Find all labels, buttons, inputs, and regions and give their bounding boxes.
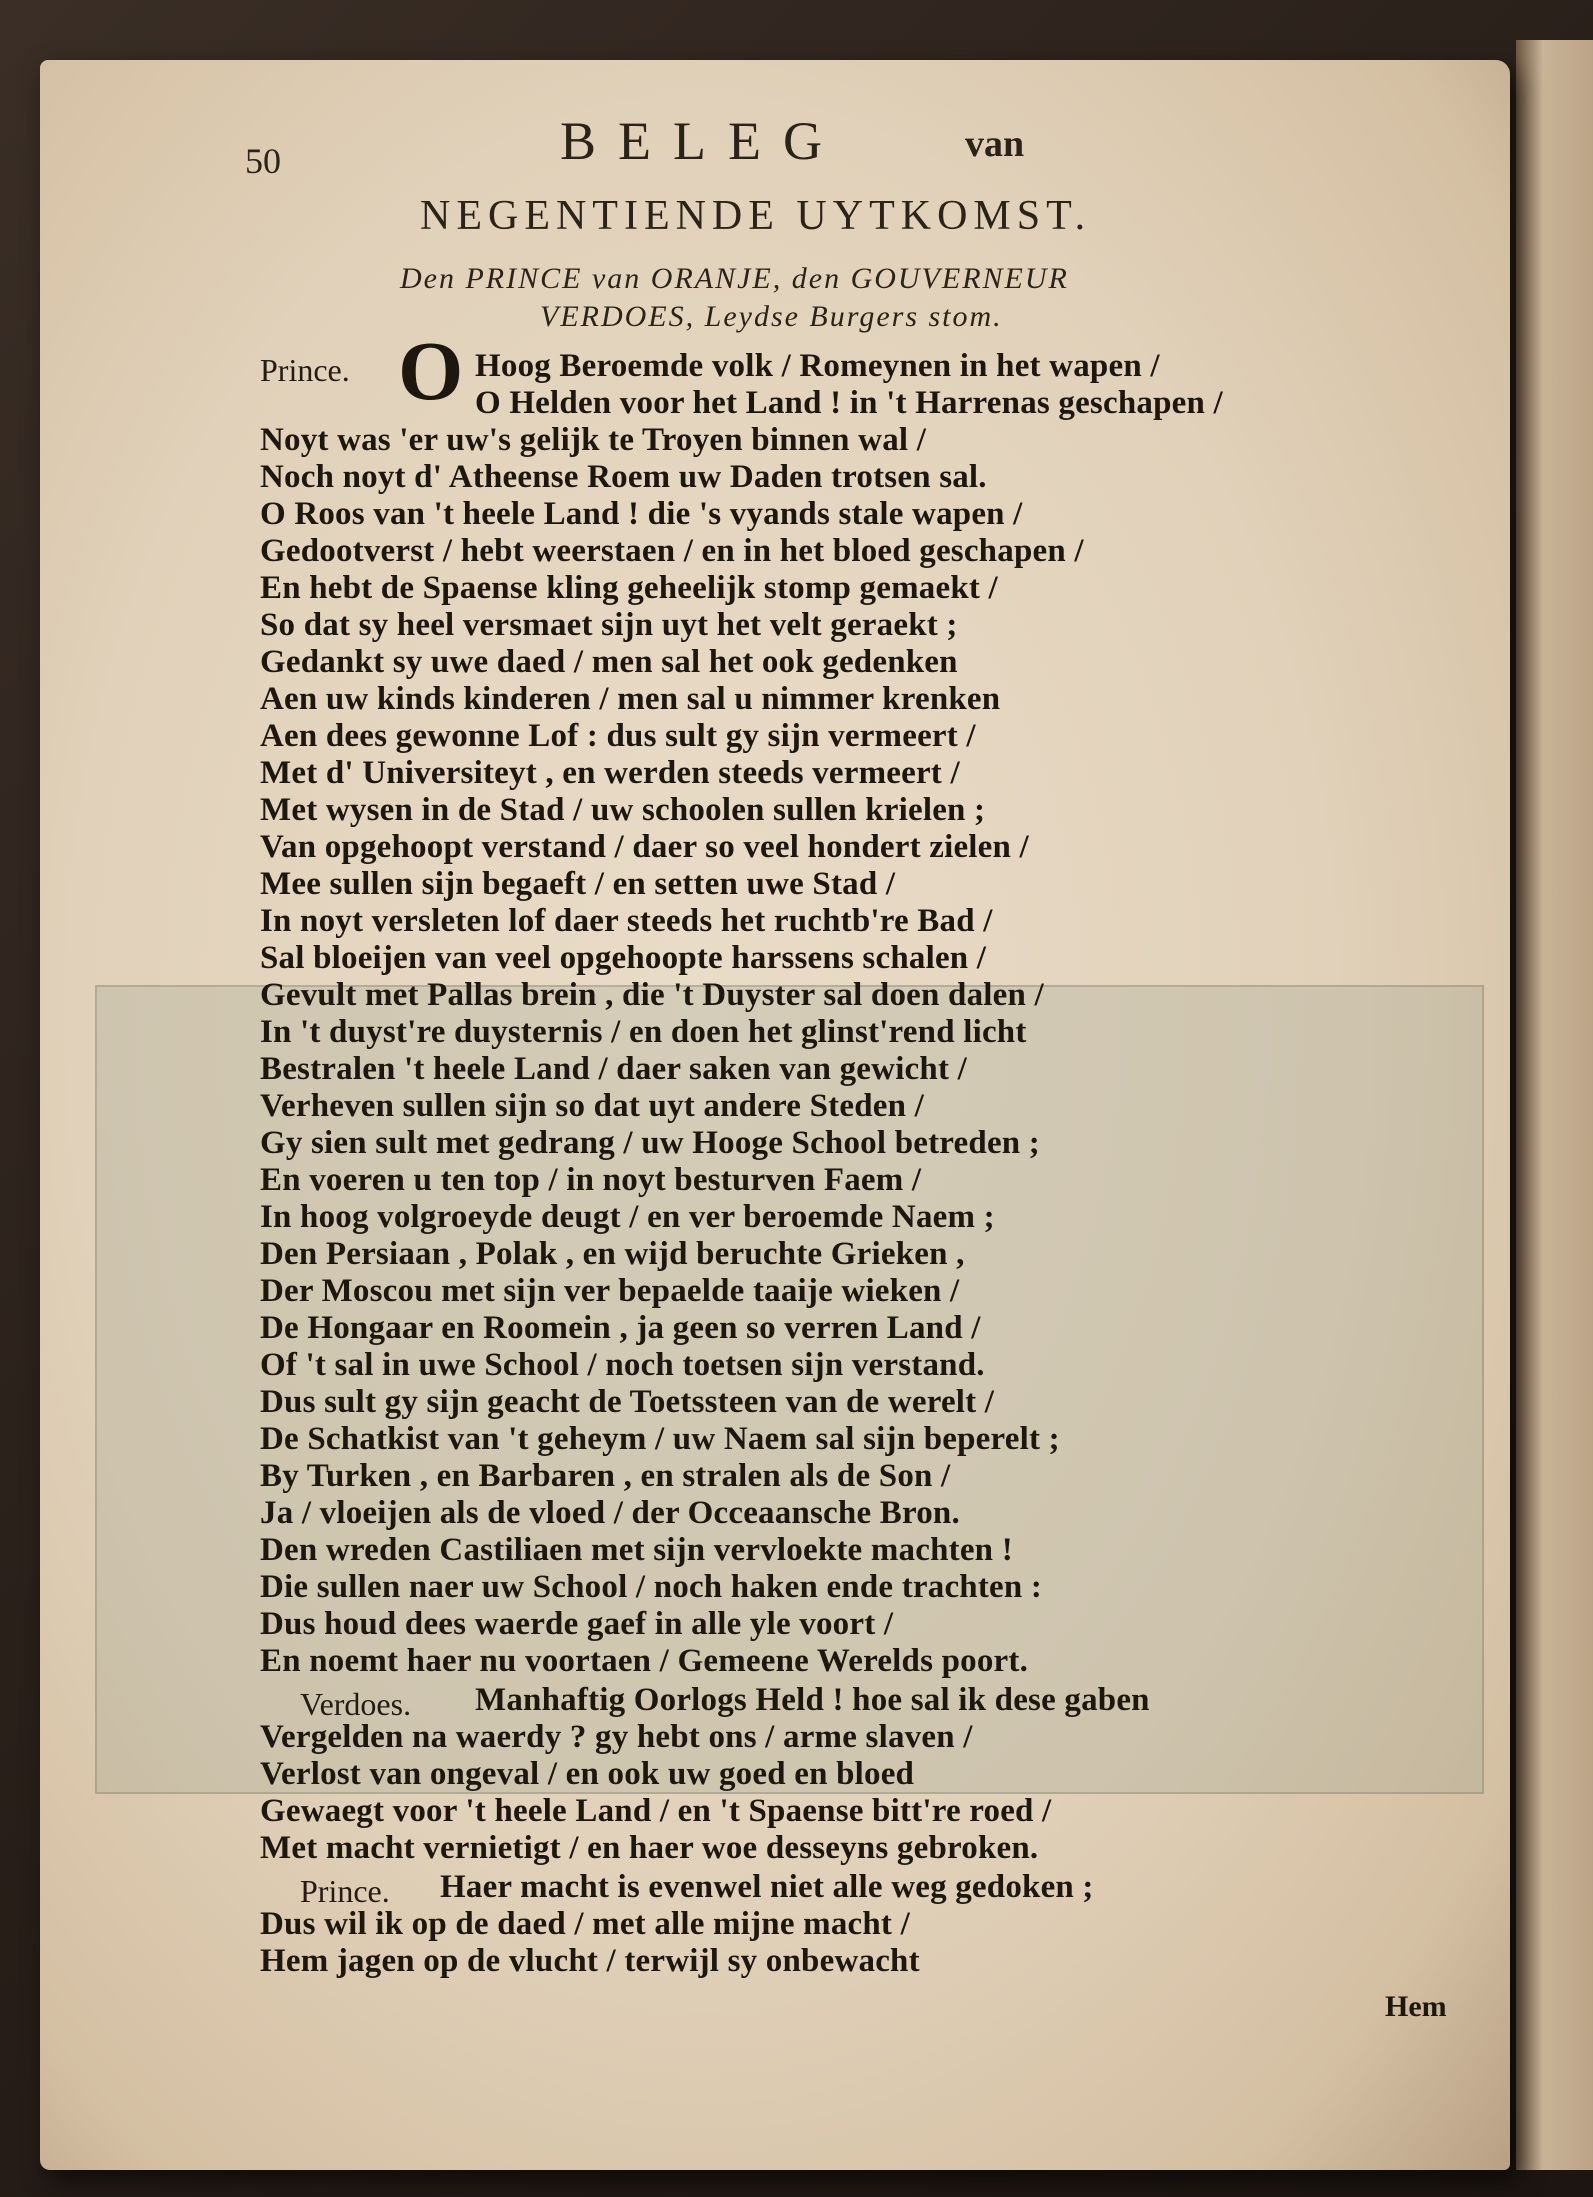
verse-line: En hebt de Spaense kling geheelijk stomp gemaekt /: [260, 570, 998, 606]
verse-line: In hoog volgroeyde deugt / en ver beroemde Naem ;: [260, 1199, 995, 1235]
verse-line: Vergelden na waerdy ? gy hebt ons / arme slaven /: [260, 1719, 973, 1755]
verse-line: En noemt haer nu voortaen / Gemeene Werelds poort.: [260, 1643, 1029, 1679]
verse-line: O Roos van 't heele Land ! die 's vyands stale wapen /: [260, 496, 1023, 532]
verse-line: Manhaftig Oorlogs Held ! hoe sal ik dese gaben: [475, 1682, 1150, 1718]
verse-line: Die sullen naer uw School / noch haken ende trachten :: [260, 1569, 1043, 1605]
verse-line: By Turken , en Barbaren , en stralen als de Son /: [260, 1458, 951, 1494]
cast-line-2: VERDOES, Leydse Burgers stom.: [540, 300, 1003, 333]
verse-line: Verheven sullen sijn so dat uyt andere Steden /: [260, 1088, 924, 1124]
verse-line: Hem jagen op de vlucht / terwijl sy onbewacht: [260, 1943, 920, 1979]
verse-line: Den Persiaan , Polak , en wijd beruchte Grieken ,: [260, 1236, 965, 1272]
running-title: BELEG: [560, 111, 844, 171]
verse-line: Gy sien sult met gedrang / uw Hooge School betreden ;: [260, 1125, 1040, 1161]
verse-line: Dus houd dees waerde gaef in alle yle voort /: [260, 1606, 894, 1642]
verse-line: Sal bloeijen van veel opgehoopte harssens schalen /: [260, 940, 987, 976]
verse-line: Ja / vloeijen als de vloed / der Occeaansche Bron.: [260, 1495, 960, 1531]
verse-line: De Schatkist van 't geheym / uw Naem sal sijn beperelt ;: [260, 1421, 1060, 1457]
verse-line: O Helden voor het Land ! in 't Harrenas geschapen /: [475, 385, 1223, 421]
speaker-prince: Prince.: [260, 352, 350, 388]
verse-line: Aen uw kinds kinderen / men sal u nimmer krenken: [260, 681, 1001, 717]
verse-line: Van opgehoopt verstand / daer so veel hondert zielen /: [260, 829, 1029, 865]
verse-line: Der Moscou met sijn ver bepaelde taaije wieken /: [260, 1273, 960, 1309]
verse-line: Aen dees gewonne Lof : dus sult gy sijn vermeert /: [260, 718, 976, 754]
verse-line: In 't duyst're duysternis / en doen het glinst'rend licht: [260, 1014, 1027, 1050]
page-number: 50: [245, 141, 281, 181]
verse-line: Met macht vernietigt / en haer woe desseyns gebroken.: [260, 1830, 1039, 1866]
verse-line: Dus sult gy sijn geacht de Toetssteen van de werelt /: [260, 1384, 995, 1420]
verse-line: Gevult met Pallas brein , die 't Duyster sal doen dalen /: [260, 977, 1044, 1013]
verse-line: Noyt was 'er uw's gelijk te Troyen binnen wal /: [260, 422, 927, 458]
verse-line: Gewaegt voor 't heele Land / en 't Spaense bitt're roed /: [260, 1793, 1052, 1829]
cast-line-1: Den PRINCE van ORANJE, den GOUVERNEUR: [400, 262, 1069, 295]
verse-line: In noyt versleten lof daer steeds het ruchtb're Bad /: [260, 903, 993, 939]
verse-line: De Hongaar en Roomein , ja geen so verren Land /: [260, 1310, 981, 1346]
verse-line: Gedootverst / hebt weerstaen / en in het bloed geschapen /: [260, 533, 1084, 569]
verse-line: So dat sy heel versmaet sijn uyt het velt geraekt ;: [260, 607, 958, 643]
verse-line: Mee sullen sijn begaeft / en setten uwe Stad /: [260, 866, 896, 902]
adjacent-page-edge: [1516, 40, 1593, 2170]
running-title-tail: van: [965, 123, 1025, 165]
verse-line: Hoog Beroemde volk / Romeynen in het wapen /: [475, 348, 1160, 384]
section-heading: NEGENTIENDE UYTKOMST.: [420, 193, 1092, 239]
verse-line: En voeren u ten top / in noyt besturven Faem /: [260, 1162, 922, 1198]
speaker-verdoes: Verdoes.: [300, 1686, 412, 1722]
verse-line: Haer macht is evenwel niet alle weg gedoken ;: [440, 1869, 1094, 1905]
verse-line: Met d' Universiteyt , en werden steeds vermeert /: [260, 755, 960, 791]
verse-line: Gedankt sy uwe daed / men sal het ook gedenken: [260, 644, 958, 680]
verse-line: Of 't sal in uwe School / noch toetsen sijn verstand.: [260, 1347, 985, 1383]
verse-line: Dus wil ik op de daed / met alle mijne macht /: [260, 1906, 910, 1942]
verse-line: Bestralen 't heele Land / daer saken van gewicht /: [260, 1051, 967, 1087]
verse-line: Noch noyt d' Atheense Roem uw Daden trotsen sal.: [260, 459, 987, 495]
drop-capital: O: [398, 325, 464, 418]
catchword: Hem: [1385, 1990, 1447, 2023]
verse-line: Met wysen in de Stad / uw schoolen sullen krielen ;: [260, 792, 986, 828]
verse-line: Verlost van ongeval / en ook uw goed en bloed: [260, 1756, 915, 1792]
verse-line: Den wreden Castiliaen met sijn vervloekte machten !: [260, 1532, 1013, 1568]
speaker-prince-2: Prince.: [300, 1873, 390, 1909]
